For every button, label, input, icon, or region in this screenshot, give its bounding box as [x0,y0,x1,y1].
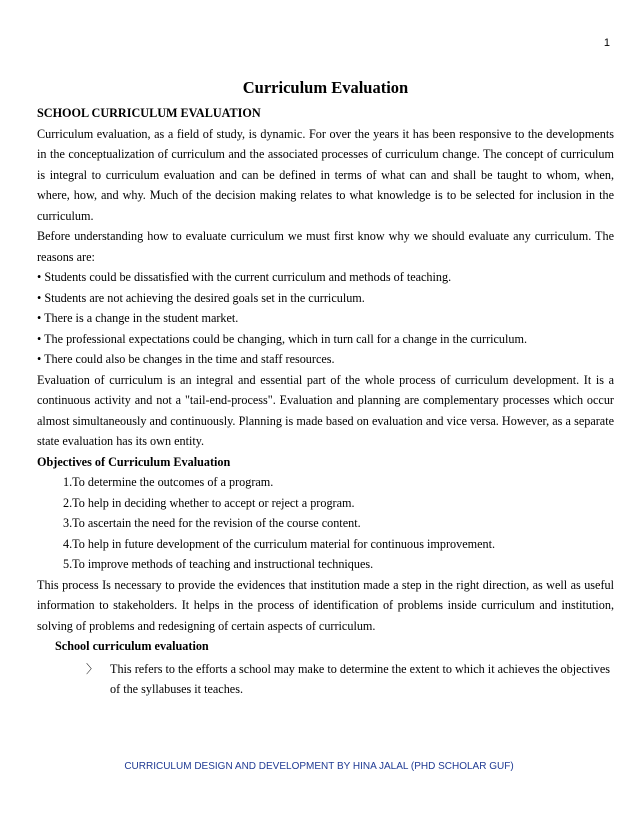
intro-paragraph: Curriculum evaluation, as a field of study, is dynamic. For over the years it has been responsive to the developments in the conceptualization of curriculum and the associated processes of curriculum change. The concept of curriculum is integral to curriculum evaluation and can be defined in terms of what can and shall be taught to whom, when, where, how, and why. Much of the decision making relates to what knowledge is to be selected for inclusion in the curriculum. [37,126,614,223]
arrow-bullet-icon: 〉 [86,661,99,676]
page-number: 1 [603,37,610,49]
evaluation-paragraph: Evaluation of curriculum is an integral and essential part of the whole process of curriculum development. It is a continuous activity and not a "tail-end-process". Evaluation and planning are complementary processes which occur almost simultaneously and continuously. Planning is made based on evaluation and vice versa. However, as a separate state evaluation has its own entity. [37,372,614,448]
reason-item: • There is a change in the student market. [37,311,239,325]
page-content [37,77,614,700]
list-item [37,659,614,700]
objectives-list [37,472,614,575]
objective-item: 1.To determine the outcomes of a program. [63,475,274,489]
objective-item: 4.To help in future development of the curriculum material for continuous improvement. [63,536,496,551]
reason-item: • There could also be changes in the time and staff resources. [37,352,335,366]
document-title: Curriculum Evaluation [242,78,409,97]
reasons-list [37,267,614,370]
process-paragraph: This process Is necessary to provide the evidences that institution made a step in the right direction, as well as useful information to stakeholders. It helps in the process of identification of problems inside curriculum and institution, solving of problems and redesigning of certain aspects of curriculum. [37,577,614,633]
reasons-intro: Before understanding how to evaluate curriculum we must first know why we should evaluate any curriculum. The reasons are: [37,229,614,264]
objectives-heading: Objectives of Curriculum Evaluation [37,454,231,469]
reason-item: • The professional expectations could be changing, which in turn call for a change in the curriculum. [37,331,528,346]
objective-item: 2.To help in deciding whether to accept or reject a program. [63,495,355,510]
objective-item: 3.To ascertain the need for the revision of the course content. [63,516,361,530]
school-curriculum-heading: School curriculum evaluation [55,639,209,653]
reason-item: • Students could be dissatisfied with the current curriculum and methods of teaching. [37,270,452,284]
section-heading: SCHOOL CURRICULUM EVALUATION [37,106,261,120]
objective-item: 5.To improve methods of teaching and instructional techniques. [63,557,374,571]
list-item-text: This refers to the efforts a school may make to determine the extent to which it achieves the objectives of the syllabuses it teaches. [110,661,610,696]
reason-item: • Students are not achieving the desired goals set in the curriculum. [37,290,365,305]
page-footer: CURRICULUM DESIGN AND DEVELOPMENT BY HINA JALAL (PHD SCHOLAR GUF) [124,761,514,772]
